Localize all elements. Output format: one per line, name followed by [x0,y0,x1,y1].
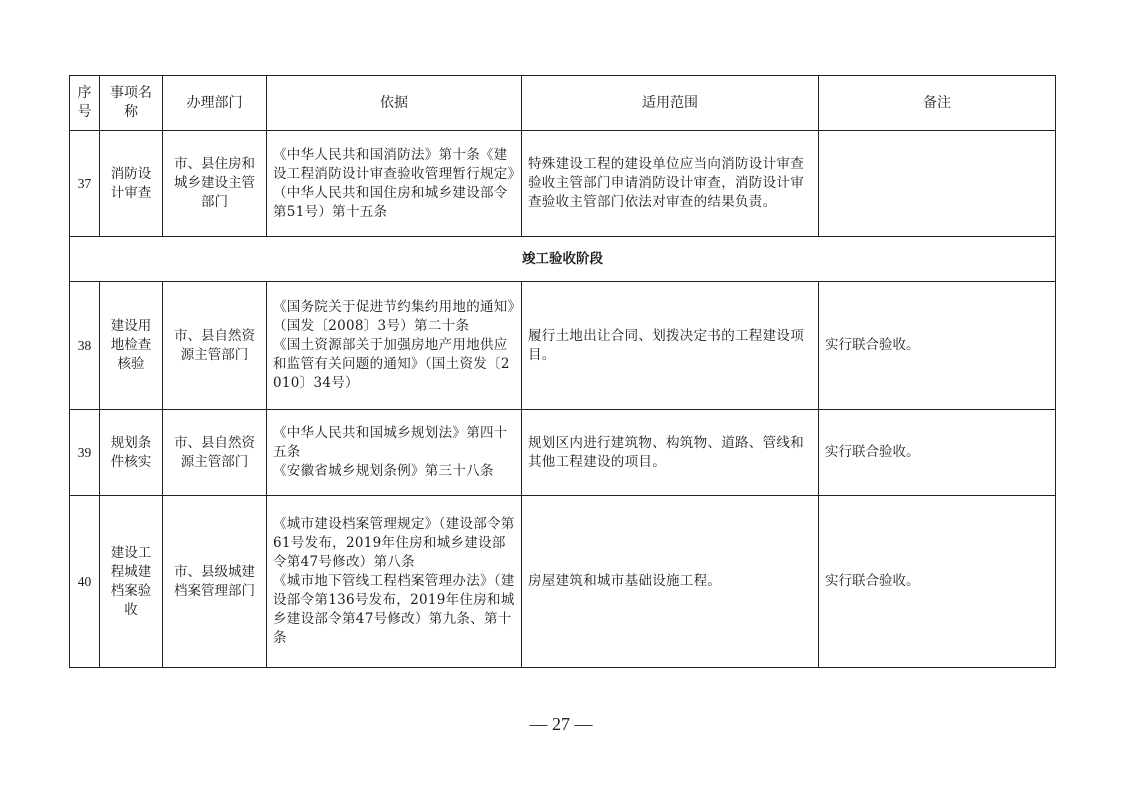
basis-item: 《国务院关于促进节约集约用地的通知》（国发〔2008〕3号）第二十条 [273,299,515,334]
header-basis: 依据 [267,76,522,131]
row-no: 40 [70,496,100,668]
row-note: 实行联合验收。 [819,496,1056,668]
row-no: 39 [70,410,100,496]
row-name: 规划条件核实 [100,410,163,496]
stage-row [70,237,1056,282]
header-name: 事项名称 [100,76,163,131]
row-name: 建设工程城建档案验收 [100,496,163,668]
header-dept: 办理部门 [163,76,267,131]
row-dept: 市、县自然资源主管部门 [163,410,267,496]
approval-items-table [69,75,1056,668]
row-note [819,131,1056,237]
row-basis [267,282,522,410]
basis-item: 《安徽省城乡规划条例》第三十八条 [273,463,494,479]
stage-title: 竣工验收阶段 [70,237,1056,282]
row-dept: 市、县住房和城乡建设主管部门 [163,131,267,237]
row-dept: 市、县级城建档案管理部门 [163,496,267,668]
row-note: 实行联合验收。 [819,410,1056,496]
basis-item: 《国土资源部关于加强房地产用地供应和监管有关问题的通知》（国土资发〔2010〕34号） [273,337,510,391]
row-scope: 规划区内进行建筑物、构筑物、道路、管线和其他工程建设的项目。 [522,410,819,496]
basis-item: 《城市地下管线工程档案管理办法》（建设部令第136号发布，2019年住房和城乡建设部令第47号修改）第九条、第十条 [273,573,515,646]
table-row [70,131,1056,237]
row-no: 38 [70,282,100,410]
row-no: 37 [70,131,100,237]
row-dept: 市、县自然资源主管部门 [163,282,267,410]
table-header-row [70,76,1056,131]
header-note: 备注 [819,76,1056,131]
table-row [70,496,1056,668]
header-no: 序号 [70,76,100,131]
header-scope: 适用范围 [522,76,819,131]
table-row [70,282,1056,410]
row-name: 建设用地检查核验 [100,282,163,410]
row-basis [267,496,522,668]
table-row [70,410,1056,496]
row-basis [267,410,522,496]
row-name: 消防设计审查 [100,131,163,237]
page-number: — 27 — [529,714,593,734]
row-note: 实行联合验收。 [819,282,1056,410]
basis-item: 《中华人民共和国城乡规划法》第四十五条 [273,425,508,460]
row-basis: 《中华人民共和国消防法》第十条《建设工程消防设计审查验收管理暂行规定》（中华人民共和国住房和城乡建设部令第51号）第十五条 [267,131,522,237]
row-scope: 房屋建筑和城市基础设施工程。 [522,496,819,668]
basis-item: 《城市建设档案管理规定》（建设部令第61号发布，2019年住房和城乡建设部令第47号修改）第八条 [273,516,515,570]
row-scope: 履行土地出让合同、划拨决定书的工程建设项目。 [522,282,819,410]
row-scope: 特殊建设工程的建设单位应当向消防设计审查验收主管部门申请消防设计审查，消防设计审查验收主管部门依法对审查的结果负责。 [522,131,819,237]
